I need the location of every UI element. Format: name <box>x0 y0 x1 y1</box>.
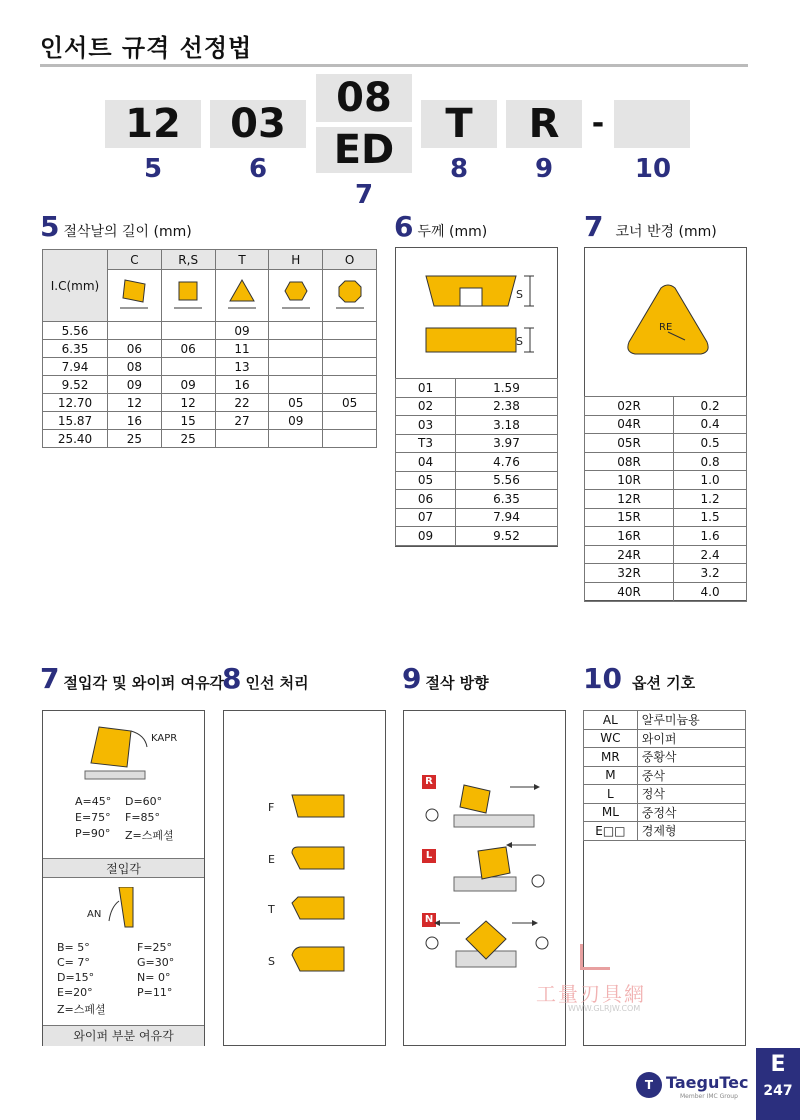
table-cell: 1.5 <box>674 508 747 527</box>
table-cell: 중삭 <box>637 766 745 785</box>
code-part-edge: T <box>421 100 497 148</box>
table-row <box>585 415 747 434</box>
table-cell: 08R <box>585 452 674 471</box>
col-c: C <box>108 250 162 270</box>
table-cell: 알루미늄용 <box>637 711 745 730</box>
sec9-number: 9 <box>402 662 422 695</box>
table-row <box>584 729 746 748</box>
table-row <box>585 545 747 564</box>
table-cell <box>323 340 377 358</box>
sec10-table-body <box>584 711 746 841</box>
sec8-panel <box>223 710 386 1046</box>
code-num-8: 8 <box>449 154 469 184</box>
brand-logo-icon: T <box>636 1072 662 1098</box>
code-part-option <box>614 100 690 148</box>
table-cell: 03 <box>396 416 456 435</box>
thickness-label-top: S <box>516 288 523 301</box>
table-cell: 16 <box>215 376 269 394</box>
table-cell <box>323 322 377 340</box>
table-row <box>584 748 746 767</box>
table-cell: 3.97 <box>455 434 557 453</box>
table-row <box>43 340 377 358</box>
code-num-9: 9 <box>534 154 554 184</box>
table-row <box>396 453 558 472</box>
table-row <box>396 397 558 416</box>
sec7-table <box>584 396 747 602</box>
table-row <box>43 322 377 340</box>
table-cell: 0.2 <box>674 397 747 416</box>
table-cell: 09 <box>108 376 162 394</box>
sec10-title: 옵션 기호 <box>631 674 696 692</box>
table-row <box>585 564 747 583</box>
table-cell: 경제형 <box>637 822 745 841</box>
table-cell <box>161 322 215 340</box>
code-dash: - <box>591 106 605 141</box>
table-cell: 7.94 <box>43 358 108 376</box>
col-rs: R,S <box>161 250 215 270</box>
table-row <box>584 711 746 730</box>
table-row <box>43 394 377 412</box>
table-row <box>585 527 747 546</box>
table-cell: 중황삭 <box>637 748 745 767</box>
table-cell: T3 <box>396 434 456 453</box>
sec10-table <box>583 710 746 841</box>
table-cell: 16R <box>585 527 674 546</box>
table-cell <box>269 358 323 376</box>
table-cell: 40R <box>585 582 674 601</box>
watermark-text: 工量刃具網 <box>536 982 646 1006</box>
kapr-diagram-icon <box>81 721 201 785</box>
table-cell: 0.8 <box>674 452 747 471</box>
table-cell: 3.18 <box>455 416 557 435</box>
kapr-caption: 절입각 <box>43 858 204 878</box>
sec7-number: 7 <box>584 210 604 243</box>
an-value: B= 5° <box>57 941 90 954</box>
table-cell: 12.70 <box>43 394 108 412</box>
code-num-7: 7 <box>354 180 374 210</box>
table-row <box>585 582 747 601</box>
table-cell: 15 <box>161 412 215 430</box>
table-cell: 32R <box>585 564 674 583</box>
table-cell: 06 <box>108 340 162 358</box>
table-cell: 02R <box>585 397 674 416</box>
sec6-number: 6 <box>394 210 414 243</box>
table-cell: 05 <box>396 471 456 490</box>
table-cell: 06 <box>161 340 215 358</box>
table-cell: 9.52 <box>43 376 108 394</box>
table-cell: 2.4 <box>674 545 747 564</box>
col-h: H <box>269 250 323 270</box>
table-cell: L <box>584 785 638 804</box>
table-cell: 16 <box>108 412 162 430</box>
sec9-heading <box>402 662 489 695</box>
table-cell: 27 <box>215 412 269 430</box>
table-cell: 01 <box>396 379 456 398</box>
sec7-panel <box>584 247 747 601</box>
table-row <box>396 527 558 546</box>
direction-badge-l: L <box>422 849 436 863</box>
direction-badge-n: N <box>422 913 436 927</box>
watermark-url: WWW.GLRJW.COM <box>568 1004 641 1013</box>
table-cell: 05 <box>269 394 323 412</box>
left-hand-cut-icon <box>424 839 564 899</box>
table-cell: 10R <box>585 471 674 490</box>
an-value: N= 0° <box>137 971 171 984</box>
kapr-value: Z=스페셜 <box>125 829 174 842</box>
shape-octagon-icon <box>323 270 377 322</box>
table-cell: 1.59 <box>455 379 557 398</box>
table-row <box>43 376 377 394</box>
section-tab <box>756 1048 800 1120</box>
table-cell: 5.56 <box>43 322 108 340</box>
table-cell: 7.94 <box>455 508 557 527</box>
table-cell: 09 <box>215 322 269 340</box>
edge-label-s: S <box>268 955 275 968</box>
title-divider <box>40 64 748 67</box>
neutral-cut-icon <box>420 917 560 977</box>
sec7b-panel <box>42 710 205 1046</box>
shape-hexagon-icon <box>269 270 323 322</box>
table-row <box>43 430 377 448</box>
col-t: T <box>215 250 269 270</box>
shape-triangle-icon <box>215 270 269 322</box>
code-num-5: 5 <box>143 154 163 184</box>
table-cell: 08 <box>108 358 162 376</box>
table-cell: 와이퍼 <box>637 729 745 748</box>
table-cell: AL <box>584 711 638 730</box>
code-part-radius: 08 <box>316 74 412 122</box>
table-row <box>585 471 747 490</box>
table-cell: 1.6 <box>674 527 747 546</box>
table-cell: 15R <box>585 508 674 527</box>
table-cell: 12R <box>585 489 674 508</box>
col-o: O <box>323 250 377 270</box>
table-cell: 12 <box>161 394 215 412</box>
an-label: AN <box>87 909 102 920</box>
table-cell <box>323 358 377 376</box>
table-cell: 4.0 <box>674 582 747 601</box>
table-cell: 04 <box>396 453 456 472</box>
table-cell <box>269 322 323 340</box>
table-cell <box>269 376 323 394</box>
kapr-value: F=85° <box>125 811 161 824</box>
table-cell: WC <box>584 729 638 748</box>
table-cell: 정삭 <box>637 785 745 804</box>
table-cell <box>269 340 323 358</box>
an-value: F=25° <box>137 941 173 954</box>
code-part-angle: ED <box>316 127 412 173</box>
table-row <box>585 489 747 508</box>
an-caption: 와이퍼 부분 여유각 <box>43 1025 204 1046</box>
table-cell: 06 <box>396 490 456 509</box>
kapr-value: A=45° <box>75 795 112 808</box>
an-value: P=11° <box>137 986 173 999</box>
kapr-value: D=60° <box>125 795 163 808</box>
right-hand-cut-icon <box>424 775 554 831</box>
code-num-10: 10 <box>634 154 672 184</box>
sec7-heading <box>584 210 717 243</box>
table-cell <box>323 376 377 394</box>
table-cell: 9.52 <box>455 527 557 546</box>
table-cell <box>269 430 323 448</box>
table-cell: 05R <box>585 434 674 453</box>
table-row <box>43 358 377 376</box>
table-cell: 25.40 <box>43 430 108 448</box>
table-row <box>43 412 377 430</box>
watermark-logo-icon <box>580 944 610 970</box>
edge-honed-icon <box>290 845 346 871</box>
table-row <box>585 397 747 416</box>
edge-label-t: T <box>268 903 275 916</box>
shape-c-icon <box>108 270 162 322</box>
table-row <box>584 803 746 822</box>
kapr-label: KAPR <box>151 733 178 744</box>
table-cell: 3.2 <box>674 564 747 583</box>
thickness-label-bottom: S <box>516 335 523 348</box>
table-cell: 15.87 <box>43 412 108 430</box>
table-cell: 25 <box>108 430 162 448</box>
direction-badge-r: R <box>422 775 436 789</box>
table-cell: 12 <box>108 394 162 412</box>
table-cell <box>215 430 269 448</box>
table-cell: 04R <box>585 415 674 434</box>
edge-label-e: E <box>268 853 275 866</box>
table-cell: 6.35 <box>43 340 108 358</box>
an-diagram-icon <box>73 887 153 937</box>
an-value: Z=스페셜 <box>57 1003 106 1016</box>
table-cell: 4.76 <box>455 453 557 472</box>
sec7b-number: 7 <box>40 662 60 695</box>
table-cell: 02 <box>396 397 456 416</box>
table-cell <box>323 412 377 430</box>
sec7b-heading <box>40 662 224 695</box>
table-cell: 1.0 <box>674 471 747 490</box>
code-num-6: 6 <box>248 154 268 184</box>
table-cell: 6.35 <box>455 490 557 509</box>
table-cell <box>161 358 215 376</box>
sec5-number: 5 <box>40 210 60 243</box>
table-cell: ML <box>584 803 638 822</box>
sec5-table <box>42 249 377 448</box>
table-cell: 09 <box>396 527 456 546</box>
table-row <box>396 379 558 398</box>
table-cell <box>323 430 377 448</box>
sec7-title: 코너 반경 (mm) <box>615 224 717 240</box>
edge-chamfer-icon <box>290 895 346 921</box>
table-cell: 05 <box>323 394 377 412</box>
sec8-number: 8 <box>222 662 242 695</box>
table-row <box>584 766 746 785</box>
table-cell: 5.56 <box>455 471 557 490</box>
an-value: G=30° <box>137 956 175 969</box>
sec6-table-body <box>396 379 558 546</box>
table-row <box>585 508 747 527</box>
sec6-heading <box>394 210 487 243</box>
sec8-heading <box>222 662 309 695</box>
code-part-direction: R <box>506 100 582 148</box>
sec10-number: 10 <box>583 662 622 695</box>
an-value: C= 7° <box>57 956 90 969</box>
table-row <box>584 785 746 804</box>
table-cell: 1.2 <box>674 489 747 508</box>
table-cell: 0.5 <box>674 434 747 453</box>
sec8-title: 인선 처리 <box>245 674 309 692</box>
table-cell <box>108 322 162 340</box>
code-part-ic: 12 <box>105 100 201 148</box>
section-tab-letter: E <box>770 1052 786 1077</box>
table-row <box>396 416 558 435</box>
table-cell: 09 <box>269 412 323 430</box>
table-cell: 07 <box>396 508 456 527</box>
edge-chamfer-hone-icon <box>290 945 346 973</box>
kapr-value: E=75° <box>75 811 111 824</box>
an-value: D=15° <box>57 971 95 984</box>
shape-square-icon <box>161 270 215 322</box>
edge-label-f: F <box>268 801 275 814</box>
an-value: E=20° <box>57 986 93 999</box>
brand-tagline: Member IMC Group <box>680 1093 738 1100</box>
table-row <box>396 471 558 490</box>
table-cell: 25 <box>161 430 215 448</box>
page-title: 인서트 규격 선정법 <box>40 34 253 62</box>
table-cell: 중정삭 <box>637 803 745 822</box>
page-number: 247 <box>763 1083 793 1099</box>
code-part-thickness: 03 <box>210 100 306 148</box>
re-label: RE <box>659 322 673 333</box>
thickness-diagram-icon <box>416 268 546 363</box>
table-row <box>585 452 747 471</box>
sec10-heading <box>583 662 695 695</box>
table-cell: MR <box>584 748 638 767</box>
kapr-value: P=90° <box>75 827 111 840</box>
sec6-title: 두께 (mm) <box>417 224 488 240</box>
table-cell: 22 <box>215 394 269 412</box>
table-cell: E□□ <box>584 822 638 841</box>
sec6-table <box>395 378 558 546</box>
table-cell: 0.4 <box>674 415 747 434</box>
ic-header: I.C(mm) <box>43 250 108 322</box>
sec5-table-body <box>43 322 377 448</box>
table-cell: 24R <box>585 545 674 564</box>
table-row <box>585 434 747 453</box>
table-cell: 2.38 <box>455 397 557 416</box>
sec9-title: 절삭 방향 <box>425 674 489 692</box>
edge-sharp-icon <box>290 793 346 819</box>
table-cell: M <box>584 766 638 785</box>
table-row <box>396 490 558 509</box>
table-cell: 13 <box>215 358 269 376</box>
brand-name: TaeguTec <box>666 1073 749 1092</box>
table-cell: 09 <box>161 376 215 394</box>
sec5-title: 절삭날의 길이 (mm) <box>63 224 192 240</box>
sec6-panel <box>395 247 558 547</box>
table-cell: 11 <box>215 340 269 358</box>
sec5-heading <box>40 210 192 243</box>
table-row <box>396 434 558 453</box>
sec7b-title: 절입각 및 와이퍼 여유각 <box>63 674 225 692</box>
table-row <box>396 508 558 527</box>
sec7-table-body <box>585 397 747 602</box>
table-row <box>584 822 746 841</box>
